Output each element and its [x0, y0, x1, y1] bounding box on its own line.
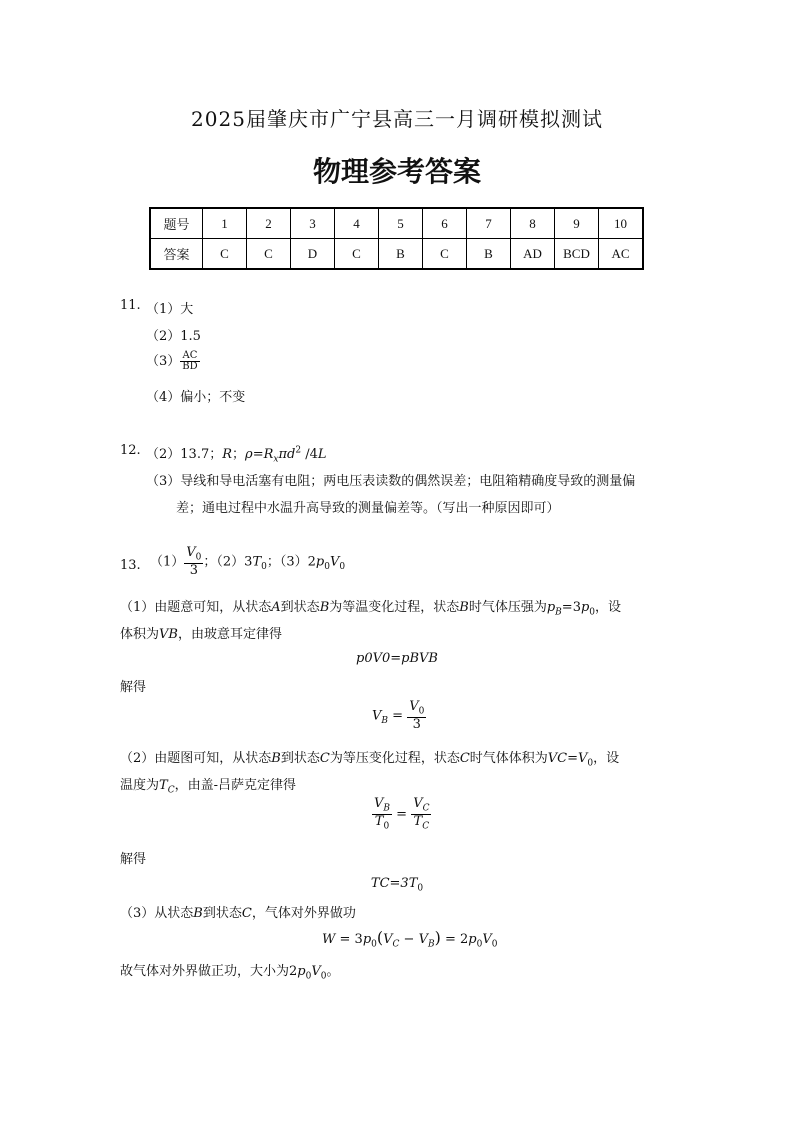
- fraction-numerator: AC: [180, 351, 199, 363]
- q12-number: 12.: [120, 443, 141, 458]
- sub-B: B: [427, 939, 435, 950]
- den: 3: [412, 717, 421, 733]
- question-number: 2: [247, 208, 291, 239]
- text: = 3: [335, 932, 363, 947]
- var-V: V: [413, 796, 423, 811]
- var-T: T: [413, 814, 423, 830]
- var-V: V: [374, 796, 384, 811]
- paren-close: ): [434, 928, 441, 947]
- text: =3: [561, 600, 581, 615]
- sub-0: 0: [320, 971, 327, 982]
- equation-boyle: p0V0=pBVB: [356, 651, 438, 666]
- text: ，设: [595, 600, 622, 615]
- sub-0: 0: [417, 883, 424, 894]
- q12-sup2: 2: [295, 445, 302, 456]
- var-V: V: [311, 964, 321, 979]
- q13-T: T: [252, 554, 262, 570]
- eq: =: [392, 807, 412, 823]
- question-number: 7: [467, 208, 511, 239]
- question-number: 6: [423, 208, 467, 239]
- equation-work: [322, 928, 497, 950]
- sub-B: B: [383, 803, 391, 814]
- question-number: 1: [203, 208, 247, 239]
- q11-number: 11.: [120, 298, 141, 313]
- sub-C: C: [422, 803, 430, 814]
- var-p: p: [580, 600, 590, 615]
- text: 时气体体积为: [469, 751, 548, 766]
- text: 到状态: [280, 751, 320, 766]
- fraction-right: [411, 797, 431, 832]
- fraction: [407, 700, 426, 732]
- var-p: p: [297, 964, 306, 979]
- answer-cell: C: [423, 239, 467, 270]
- var-A: A: [271, 600, 281, 615]
- q11-part2: （2）1.5: [146, 329, 201, 344]
- q13-part1-line2: [120, 623, 282, 642]
- q13-part3-line: [120, 902, 356, 921]
- sub-C: C: [422, 821, 430, 832]
- q12-x-sub: x: [273, 454, 279, 465]
- var-W: W: [322, 932, 336, 947]
- var-V: V: [409, 699, 419, 714]
- var-p: p: [546, 600, 556, 615]
- answer-cell: B: [467, 239, 511, 270]
- sub-0: 0: [587, 758, 594, 769]
- q11-part3: [146, 350, 200, 373]
- answer-cell: AD: [511, 239, 555, 270]
- text: ，由玻意耳定律得: [177, 627, 282, 642]
- table-row-numbers: [150, 208, 643, 239]
- text: TC=3: [370, 876, 409, 891]
- var-VB: VB: [159, 627, 178, 642]
- sub-0: 0: [383, 821, 390, 832]
- var-T: T: [374, 814, 384, 830]
- q13-V-sub: 0: [339, 561, 346, 572]
- q13-final: [120, 960, 339, 982]
- answer-table: [149, 207, 644, 270]
- answer-cell: D: [291, 239, 335, 270]
- text: 时气体压强为: [468, 600, 547, 615]
- row-label-answers: 答案: [150, 239, 203, 270]
- var-T: T: [408, 876, 418, 891]
- q13-part2-line2: [120, 774, 296, 796]
- sub-B: B: [555, 607, 562, 618]
- fraction-left: [372, 797, 392, 832]
- text: ，设: [593, 751, 620, 766]
- answer-cell: BCD: [555, 239, 599, 270]
- text: （3）从状态: [120, 906, 194, 921]
- q12-part3-line2: 差；通电过程中水温升高导致的测量偏差等。（写出一种原因即可）: [176, 501, 560, 516]
- text: = 2: [440, 932, 469, 947]
- q13-fraction: [184, 546, 203, 578]
- row-label-numbers: 题号: [150, 208, 203, 239]
- var-C: C: [241, 906, 252, 921]
- q12-Rx: R: [263, 447, 274, 462]
- equation-vb: [372, 700, 426, 732]
- question-number: 4: [335, 208, 379, 239]
- q13-T-sub: 0: [261, 561, 267, 572]
- var-V: V: [372, 708, 382, 724]
- paren-open: (: [376, 928, 384, 947]
- page-title: 2025届肇庆市广宁县高三一月调研模拟测试: [191, 107, 603, 131]
- var-B: B: [271, 751, 281, 766]
- text: 为等压变化过程，状态: [329, 751, 460, 766]
- minus: −: [399, 932, 419, 947]
- question-number: 3: [291, 208, 335, 239]
- var-B: B: [459, 600, 469, 615]
- q13-part1-line1: [120, 596, 621, 618]
- question-number: 9: [555, 208, 599, 239]
- var-B: B: [319, 600, 330, 615]
- q12-part2-text: （2）13.7；: [146, 447, 223, 462]
- q13-s2: ；（2）3: [203, 554, 253, 570]
- q11-part4: （4）偏小；不变: [146, 390, 246, 405]
- var-C: C: [459, 751, 470, 766]
- answer-cell: AC: [599, 239, 644, 270]
- question-number: 5: [379, 208, 423, 239]
- equation-gay-lussac: [372, 797, 431, 832]
- table-row-answers: [150, 239, 643, 270]
- q12-rho: ρ: [245, 447, 253, 462]
- question-number: 8: [511, 208, 555, 239]
- sub-B: B: [381, 715, 389, 726]
- text: 到状态: [280, 600, 320, 615]
- q12-tail: /4: [301, 447, 318, 462]
- sub-C: C: [392, 939, 400, 950]
- page-subtitle: 物理参考答案: [312, 155, 481, 188]
- sub-C: C: [167, 785, 175, 796]
- text: （1）由题意可知，从状态: [120, 600, 272, 615]
- text: 温度为: [120, 778, 160, 793]
- q13-number: 13.: [120, 558, 141, 573]
- sub-0: 0: [476, 939, 483, 950]
- q12-part2: [146, 443, 327, 465]
- q11-part3-label: （3）: [146, 354, 181, 369]
- var-V: V: [418, 932, 428, 947]
- text: 。: [326, 964, 340, 979]
- var-p: p: [362, 932, 372, 947]
- q13-jiede-2: 解得: [120, 852, 147, 867]
- sub-0: 0: [371, 939, 377, 950]
- q12-part2-R: R: [222, 447, 233, 462]
- answer-cell: C: [247, 239, 291, 270]
- answer-cell: C: [203, 239, 247, 270]
- text: 体积为: [120, 627, 160, 642]
- q12-L: L: [317, 447, 327, 462]
- q11-part1: （1）大: [146, 302, 194, 317]
- den: 3: [189, 563, 198, 579]
- q13-s3: ；（3）2: [266, 554, 316, 570]
- text: （2）由题图可知，从状态: [120, 751, 272, 766]
- sub-0: 0: [589, 607, 596, 618]
- answer-cell: B: [379, 239, 423, 270]
- answer-cell: C: [335, 239, 379, 270]
- q13-s1: （1）: [150, 554, 185, 570]
- sub-0: 0: [418, 706, 425, 717]
- text: 故气体对外界做正功，大小为2: [120, 964, 298, 979]
- q13-V: V: [329, 554, 340, 570]
- eq: =: [388, 708, 408, 724]
- var-p: p: [468, 932, 477, 947]
- num-V: V: [186, 545, 196, 560]
- q13-jiede-1: 解得: [120, 680, 147, 695]
- fraction-denominator: BD: [182, 361, 198, 372]
- sub-0: 0: [491, 939, 498, 950]
- var-V: V: [482, 932, 492, 947]
- text: 为等温变化过程，状态: [329, 600, 460, 615]
- text: ，由盖-吕萨克定律得: [174, 778, 296, 793]
- q12-pid: πd: [278, 447, 296, 462]
- var-C: C: [319, 751, 330, 766]
- equation-tc: [0, 876, 794, 894]
- q12-eq: =: [252, 447, 264, 462]
- q13-p: p: [315, 554, 325, 570]
- question-number: 10: [599, 208, 644, 239]
- sub-0: 0: [305, 971, 312, 982]
- var-V: V: [383, 932, 393, 947]
- var-T: T: [159, 778, 168, 793]
- q13-p-sub: 0: [324, 561, 330, 572]
- q12-part2-sep: ；: [232, 447, 246, 462]
- q11-part3-fraction: [180, 351, 199, 373]
- text: ，气体对外界做功: [251, 906, 356, 921]
- q12-part3-line1: （3）导线和导电活塞有电阻；两电压表读数的偶然误差；电阻箱精确度导致的测量偏: [146, 474, 636, 489]
- var-VC: VC=V: [547, 751, 588, 766]
- q13-part2-line1: [120, 747, 619, 769]
- num-sub: 0: [195, 552, 202, 563]
- var-B: B: [193, 906, 203, 921]
- text: 到状态: [202, 906, 242, 921]
- q13-summary: [150, 546, 345, 578]
